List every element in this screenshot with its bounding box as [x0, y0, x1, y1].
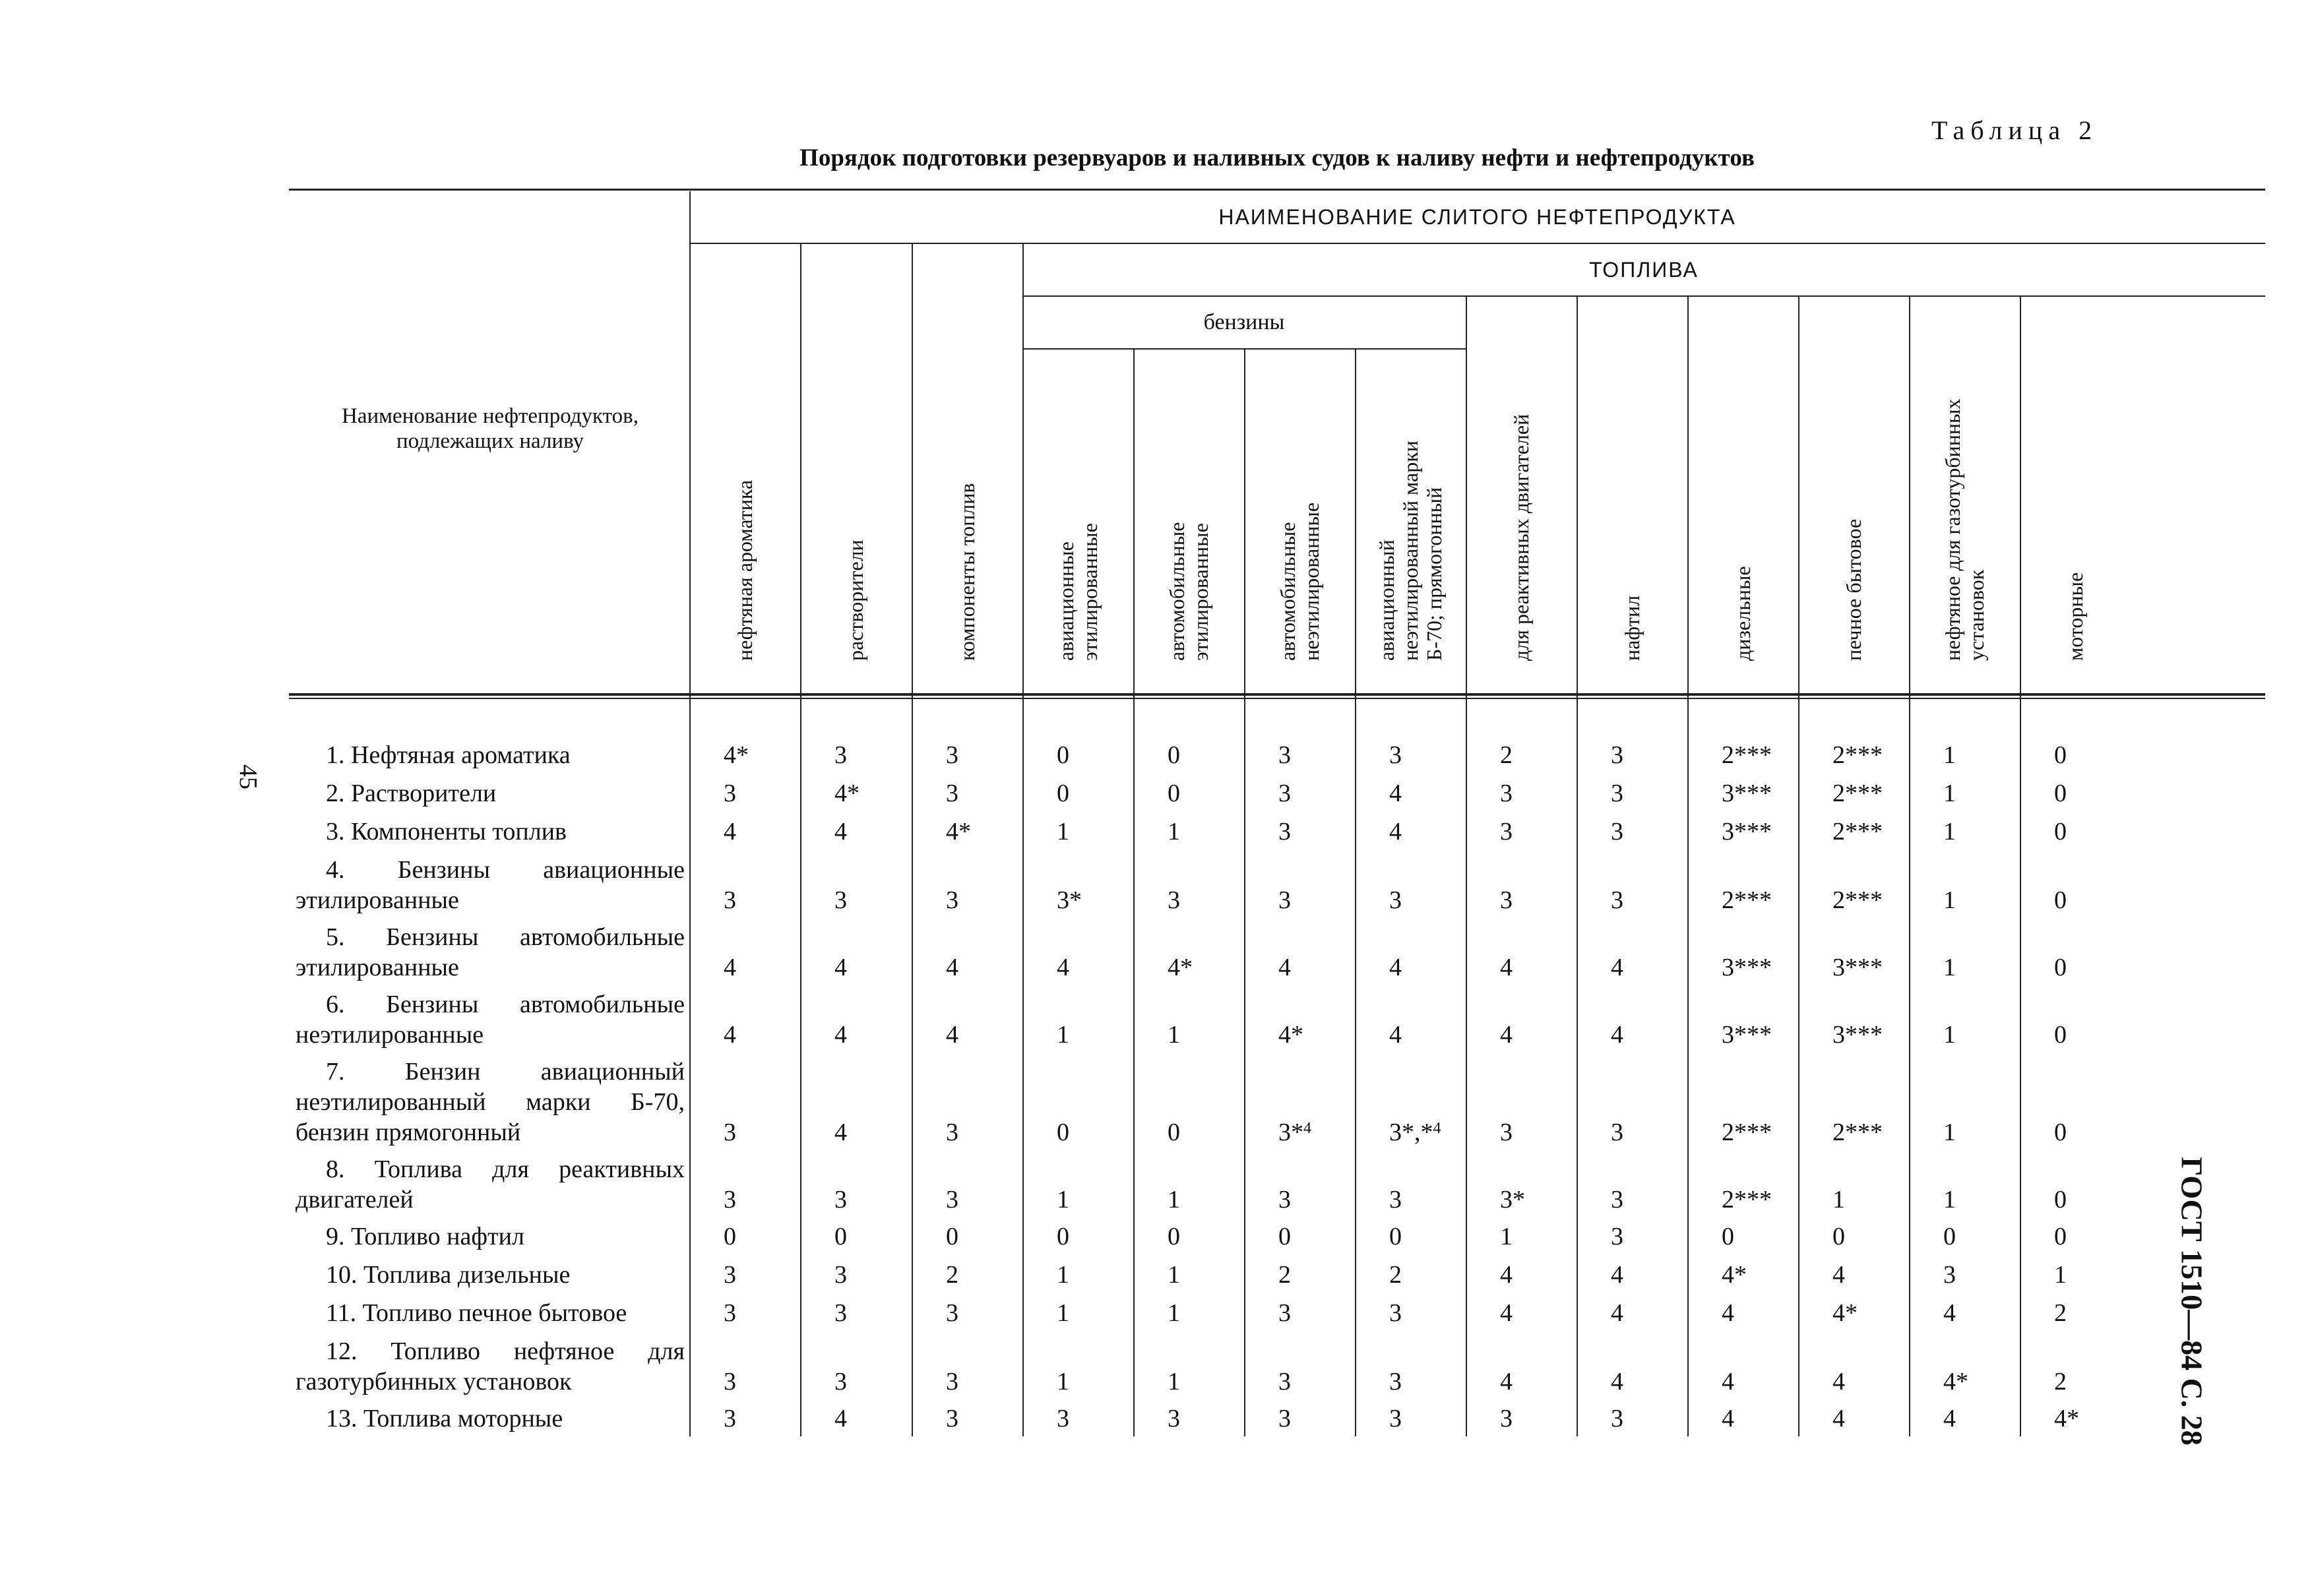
table-cell: 0: [724, 1223, 736, 1250]
table-cell: 4: [1722, 1368, 1734, 1396]
column-header: нефтяное для газотурбинных установок: [1941, 398, 1988, 661]
table-cell: 4: [946, 954, 958, 981]
row-label: 12. Топливо нефтяное для газотурбинных установок: [296, 1337, 685, 1396]
table-cell: 4: [1832, 1405, 1845, 1432]
table-cell: 3: [1278, 741, 1291, 769]
table-cell: 3: [946, 886, 958, 914]
table-cell: 4: [834, 1021, 847, 1049]
table-cell: 2***: [1722, 886, 1772, 914]
table-cell: 1: [1057, 1261, 1069, 1289]
column-rule: [1466, 297, 1467, 1436]
table-cell: 0: [2054, 780, 2067, 807]
column-header: для реактивных двигателей: [1509, 414, 1533, 661]
table-cell: 0: [1168, 741, 1180, 769]
table-cell: 3: [1500, 818, 1513, 845]
column-header: авиационный неэтилированный марки Б-70; прямогонный: [1375, 441, 1446, 661]
table-cell: 0: [2054, 954, 2067, 981]
table-cell: 0: [2054, 1119, 2067, 1146]
table-cell: 3: [724, 780, 736, 807]
table-cell: 3: [1278, 1299, 1291, 1327]
table-cell: 1: [1057, 818, 1069, 845]
table-cell: 3: [834, 886, 847, 914]
page-number: 45: [234, 764, 262, 789]
table-cell: 2***: [1832, 1119, 1883, 1146]
table-cell: 0: [2054, 1223, 2067, 1250]
table-cell: 3: [1278, 780, 1291, 807]
table-cell: 1: [1943, 741, 1956, 769]
table-cell: 3: [946, 741, 958, 769]
header-bottom-rule-2: [289, 698, 2265, 699]
table-cell: 4: [1832, 1368, 1845, 1396]
table-cell: 3: [946, 1368, 958, 1396]
table-cell: 3***: [1832, 1021, 1883, 1049]
table-cell: 4: [1389, 780, 1402, 807]
column-rule: [1355, 350, 1356, 1436]
table-cell: 3: [1611, 1223, 1623, 1250]
table-cell: 3: [1389, 1186, 1402, 1213]
table-cell: 3: [1611, 818, 1623, 845]
table-cell: 4*: [724, 741, 749, 769]
table-cell: 3***: [1722, 780, 1772, 807]
table-cell: 3***: [1722, 954, 1772, 981]
header-row-heading: Наименование нефтепродуктов, подлежащих наливу: [342, 404, 639, 453]
table-cell: 4: [1500, 954, 1513, 981]
row-label: 2. Растворители: [326, 780, 497, 807]
table-cell: 4: [1722, 1405, 1734, 1432]
table-cell: 4: [834, 1405, 847, 1432]
table-cell: 0: [1057, 1223, 1069, 1250]
table-cell: 3: [1943, 1261, 1956, 1289]
table-cell: 4: [1389, 1021, 1402, 1049]
table-cell: 1: [1168, 818, 1180, 845]
table-cell: 0: [2054, 741, 2067, 769]
column-header: нефтяная ароматика: [733, 479, 757, 661]
table-cell: 1: [1943, 1186, 1956, 1213]
table-cell: 1: [1168, 1261, 1180, 1289]
column-rule: [2020, 297, 2021, 1436]
table-cell: 3: [1278, 818, 1291, 845]
table-cell: 4: [1943, 1299, 1956, 1327]
table-cell: 3: [724, 1261, 736, 1289]
row-label: 11. Топливо печное бытовое: [326, 1299, 627, 1327]
table-cell: 4: [1500, 1021, 1513, 1049]
table-cell: 1: [1500, 1223, 1513, 1250]
table-cell: 1: [1943, 954, 1956, 981]
table-cell: 3: [834, 1261, 847, 1289]
row-label: 4. Бензины авиационные этилированные: [296, 856, 685, 914]
table-cell: 2***: [1832, 886, 1883, 914]
row-label: 8. Топлива для реактивных двигателей: [296, 1155, 685, 1213]
table-cell: 3***: [1722, 1021, 1772, 1049]
table-cell: 2: [1500, 741, 1513, 769]
table-cell: 3: [1611, 1186, 1623, 1213]
table-cell: 3*: [1057, 886, 1082, 914]
table-cell: 1: [1168, 1368, 1180, 1396]
table-cell: 0: [1057, 780, 1069, 807]
table-cell: 4: [1500, 1299, 1513, 1327]
table-cell: 3: [946, 1299, 958, 1327]
header-gasoline-group: бензины: [1203, 310, 1285, 334]
table-cell: 2: [1278, 1261, 1291, 1289]
table-cell: 4: [1611, 1299, 1623, 1327]
table-top-rule: [289, 189, 2265, 191]
table-cell: 3: [1278, 1368, 1291, 1396]
table-cell: 4: [1832, 1261, 1845, 1289]
table-cell: 3*,*$^4$: [1389, 1119, 1441, 1146]
table-cell: 0: [1832, 1223, 1845, 1250]
footnote-marker: 4: [1433, 1120, 1441, 1137]
column-rule: [1133, 350, 1135, 1436]
table-cell: 3: [1500, 886, 1513, 914]
table-cell: 4: [834, 818, 847, 845]
table-cell: 2***: [1832, 818, 1883, 845]
table-cell: 3: [946, 1186, 958, 1213]
table-cell: 3: [1389, 886, 1402, 914]
table-cell: 3: [724, 1186, 736, 1213]
table-cell: 3: [724, 1299, 736, 1327]
header-bottom-rule: [289, 693, 2265, 696]
table-cell: 4: [1057, 954, 1069, 981]
table-cell: 2***: [1832, 780, 1883, 807]
table-cell: 3: [1389, 1368, 1402, 1396]
table-cell: 4: [1278, 954, 1291, 981]
table-cell: 3: [946, 780, 958, 807]
column-rule: [1798, 297, 1799, 1436]
table-cell: 0: [2054, 1021, 2067, 1049]
table-cell: 2***: [1832, 741, 1883, 769]
table-cell: 1: [1943, 780, 1956, 807]
row-label: 9. Топливо нафтил: [326, 1223, 524, 1250]
table-cell: 4: [1500, 1261, 1513, 1289]
table-cell: 1: [1168, 1021, 1180, 1049]
row-label: 1. Нефтяная ароматика: [326, 741, 571, 769]
table-cell: 3: [834, 741, 847, 769]
column-header: компоненты топлив: [955, 483, 979, 661]
table-cell: 4: [1500, 1368, 1513, 1396]
column-rule: [912, 244, 913, 1436]
column-rule: [1687, 297, 1689, 1436]
row-label: 7. Бензин авиационный неэтилированный марки Б-70, бензин прямогонный: [296, 1058, 685, 1146]
column-rule: [1909, 297, 1910, 1436]
table-cell: 1: [1168, 1186, 1180, 1213]
column-header: нафтил: [1620, 595, 1644, 661]
table-cell: 4: [1389, 818, 1402, 845]
table-cell: 0: [1168, 1223, 1180, 1250]
table-cell: 4: [946, 1021, 958, 1049]
table-cell: 0: [2054, 886, 2067, 914]
row-label: 6. Бензины автомобильные неэтилированные: [296, 991, 685, 1049]
table-cell: 3: [1389, 1405, 1402, 1432]
table-cell: 3*: [1500, 1186, 1525, 1213]
table-cell: 2***: [1722, 741, 1772, 769]
table-cell: 1: [1057, 1299, 1069, 1327]
header-fuel-group: ТОПЛИВА: [1589, 257, 1699, 282]
table-cell: 3: [1389, 741, 1402, 769]
header-top-group: НАИМЕНОВАНИЕ СЛИТОГО НЕФТЕПРОДУКТА: [1218, 204, 1736, 229]
table-cell: 0: [834, 1223, 847, 1250]
table-cell: 1: [1943, 886, 1956, 914]
table-cell: 0: [2054, 1186, 2067, 1213]
table-cell: 1: [2054, 1261, 2067, 1289]
table-cell: 2: [2054, 1299, 2067, 1327]
table-cell: 1: [1832, 1186, 1845, 1213]
footnote-marker: 4: [1303, 1120, 1311, 1137]
table-cell: 0: [1168, 1119, 1180, 1146]
table-cell: 3: [1168, 886, 1180, 914]
table-cell: 3: [1057, 1405, 1069, 1432]
table-cell: 0: [1943, 1223, 1956, 1250]
table-cell: 3: [1278, 886, 1291, 914]
table-cell: 4*: [1832, 1299, 1858, 1327]
table-cell: 4: [724, 954, 736, 981]
table-cell: 0: [1168, 780, 1180, 807]
table-cell: 0: [2054, 818, 2067, 845]
table-cell: 1: [1943, 1119, 1956, 1146]
table-cell: 4*: [2054, 1405, 2079, 1432]
table-cell: 2***: [1722, 1186, 1772, 1213]
table-cell: 3: [1278, 1405, 1291, 1432]
table-cell: 2: [1389, 1261, 1402, 1289]
table-cell: 4: [834, 1119, 847, 1146]
column-header: дизельные: [1731, 566, 1755, 661]
table-cell: 3: [1389, 1299, 1402, 1327]
table-cell: 3: [834, 1368, 847, 1396]
table-title: Порядок подготовки резервуаров и наливных судов к наливу нефти и нефтепродуктов: [799, 144, 1755, 171]
row-label: 13. Топлива моторные: [326, 1405, 563, 1432]
column-header: печное бытовое: [1842, 518, 1865, 661]
column-header: растворители: [844, 539, 867, 661]
table-cell: 1: [1168, 1299, 1180, 1327]
table-cell: 2: [2054, 1368, 2067, 1396]
column-rule: [1577, 297, 1578, 1436]
column-rule: [800, 244, 801, 1436]
column-rule: [689, 191, 691, 1436]
table-cell: 4: [1611, 954, 1623, 981]
table-cell: 3: [724, 1368, 736, 1396]
column-header: автомобильные этилированные: [1165, 522, 1212, 661]
column-rule: [1022, 244, 1024, 1436]
table-cell: 4*: [946, 818, 971, 845]
table-cell: 3: [1611, 780, 1623, 807]
table-cell: 1: [1057, 1186, 1069, 1213]
table-cell: 3***: [1722, 818, 1772, 845]
column-header: авиационные этилированные: [1054, 523, 1102, 661]
row-label: 5. Бензины автомобильные этилированные: [296, 923, 685, 981]
table-cell: 3: [724, 886, 736, 914]
table-cell: 1: [1943, 818, 1956, 845]
table-cell: 4*: [834, 780, 860, 807]
table-cell: 4*: [1278, 1021, 1303, 1049]
table-cell: 0: [1278, 1223, 1291, 1250]
table-cell: 2***: [1722, 1119, 1772, 1146]
table-cell: 1: [1057, 1368, 1069, 1396]
table-cell: 3: [1500, 1405, 1513, 1432]
table-cell: 3: [1168, 1405, 1180, 1432]
table-cell: 3: [946, 1405, 958, 1432]
table-cell: 4*: [1722, 1261, 1747, 1289]
table-cell: 3: [1611, 886, 1623, 914]
table-cell: 3: [1500, 780, 1513, 807]
standard-code: ГОСТ 1510—84 С. 28: [2175, 1157, 2209, 1446]
table-cell: 4: [724, 818, 736, 845]
table-cell: 4*: [1943, 1368, 1968, 1396]
table-cell: 3: [834, 1186, 847, 1213]
table-cell: 3: [1278, 1186, 1291, 1213]
row-label: 10. Топлива дизельные: [326, 1261, 571, 1289]
table-cell: 0: [1722, 1223, 1734, 1250]
table-cell: 1: [1057, 1021, 1069, 1049]
table-cell: 3: [724, 1405, 736, 1432]
table-cell: 3: [1611, 741, 1623, 769]
table-cell: 4: [834, 954, 847, 981]
column-header: автомобильные неэтилированные: [1276, 502, 1323, 661]
table-cell: 3: [946, 1119, 958, 1146]
row-label: 3. Компоненты топлив: [326, 818, 567, 845]
column-header: моторные: [2063, 572, 2087, 661]
table-cell: 0: [1389, 1223, 1402, 1250]
table-cell: 1: [1943, 1021, 1956, 1049]
table-cell: 4*: [1168, 954, 1193, 981]
table-cell: 3: [1611, 1405, 1623, 1432]
table-cell: 2: [946, 1261, 958, 1289]
table-cell: 3: [1500, 1119, 1513, 1146]
table-cell: 4: [1722, 1299, 1734, 1327]
table-label: Таблица 2: [1931, 115, 2098, 145]
table-cell: 4: [1943, 1405, 1956, 1432]
table-cell: 3: [834, 1299, 847, 1327]
table-cell: 3: [724, 1119, 736, 1146]
table-cell: 4: [1611, 1261, 1623, 1289]
column-rule: [1244, 350, 1245, 1436]
table-cell: 4: [1611, 1021, 1623, 1049]
table-cell: 0: [1057, 1119, 1069, 1146]
table-cell: 3: [1611, 1119, 1623, 1146]
table-cell: 4: [1389, 954, 1402, 981]
table-cell: 4: [1611, 1368, 1623, 1396]
table-cell: 0: [1057, 741, 1069, 769]
table-cell: 3*$^4$: [1278, 1119, 1311, 1146]
table-cell: 0: [946, 1223, 958, 1250]
table-cell: 4: [724, 1021, 736, 1049]
table-cell: 3***: [1832, 954, 1883, 981]
